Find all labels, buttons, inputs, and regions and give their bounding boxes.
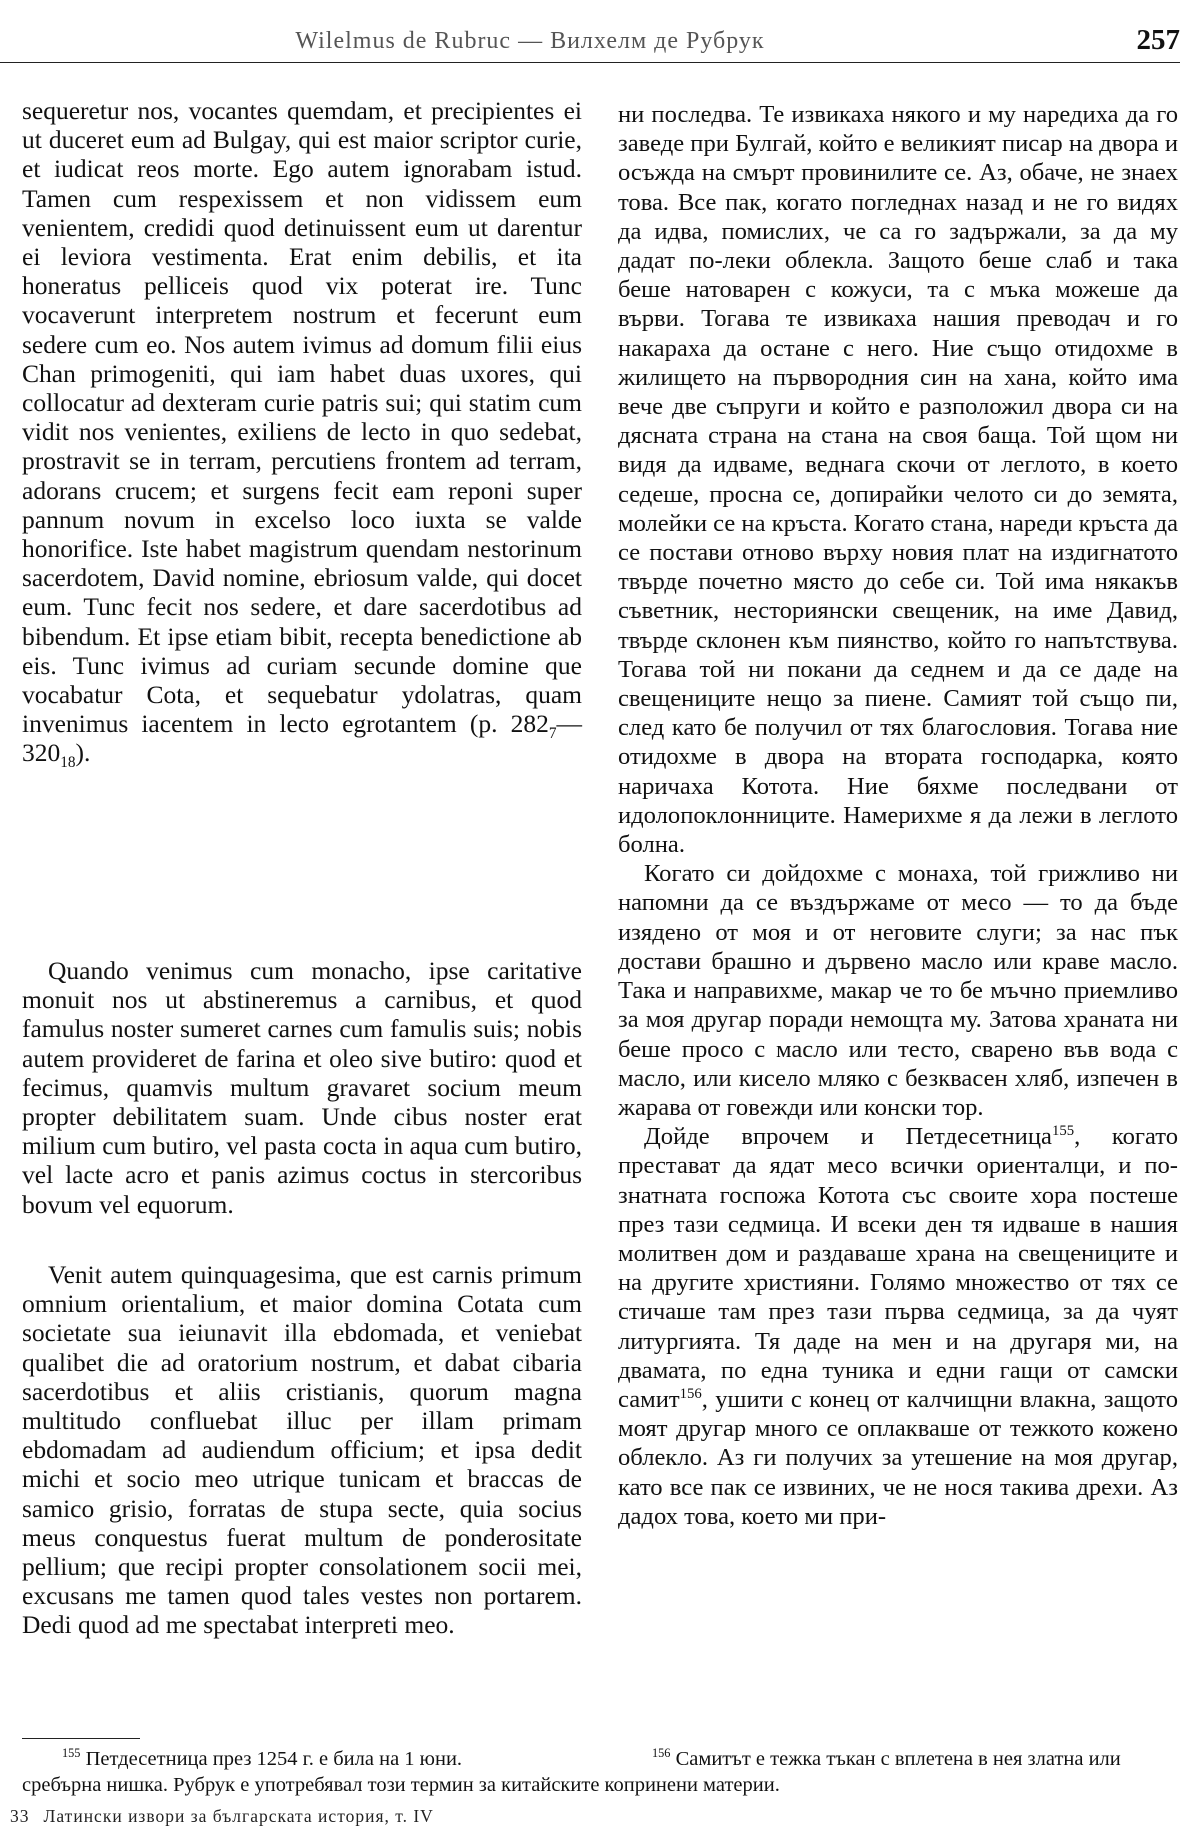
footnote-156-text: Самитът е тежка тъкан с вплетена в нея златна или сребърна нишка. Рубрук е употребявал този термин за китайските копринени материи. — [22, 1748, 1121, 1796]
latin-column-block-1 — [22, 96, 582, 772]
running-title: Wilelmus de Rubruc — Вилхелм де Рубрук — [295, 28, 765, 54]
footnote-divider — [22, 1738, 140, 1739]
latin-ref-end: ). — [75, 738, 91, 768]
printer-signature — [10, 1806, 434, 1827]
footnote-line — [22, 1746, 1172, 1798]
latin-paragraph-1-text: sequeretur nos, vocantes quemdam, et precipientes ei ut duceret eum ad Bulgay, qui est maior scriptor curie, et iudicat reos morte. Ego autem ignorabam istud. Tamen cum respexissem et non vidissem eum venientem, credidi quod detinuissent eum ut darentur ei leviora vestimenta. Erat enim debilis, et ita honeratus pelliceis quod vix poterat ire. Tunc vocaverunt interpretem nostrum et fecerunt eum sedere cum eo. Nos autem ivimus ad domum filii eius Chan primogeniti, qui iam habet duas uxores, qui collocatur ad dexteram curie patris sui; qui statim cum vidit nos venientes, exiliens de lecto in quo sedebat, prostravit se in terram, percutiens frontem ad terram, adorans crucem; et surgens fecit eam reponi super pannum novum in excelso loco iuxta se valde honorifice. Iste habet magistrum quendam nestorinum sacerdotem, David nomine, ebriosum valde, qui docet eum. Tunc fecit nos sedere, et dare sacerdotibus ad bibendum. Et ipse etiam bibit, recepta benedictione ab eis. Tunc ivimus ad curiam secunde domine que vocabatur Cota, et sequebatur ydolatras, quam invenimus iacentem in lecto egrotantem (p. 282 — [22, 96, 582, 739]
latin-column-block-2 — [22, 956, 582, 1219]
bulgarian-paragraph-2: Когато си дойдохме с монаха, той грижливо ни напомни да се въздържаме от месо — то да бъде изядено от моя и от неговите слуги; за нас пък достави брашно и дървено масло или краве масло. Така и направихме, макар че то бе мъчно приемливо за моя другар поради немощта му. Затова храната ни беше просо с масло или тесто, сварено във вода с масло, или кисело мляко с безквасен хляб, изпечен в жарава от говежди или конски тор. — [618, 860, 1178, 1121]
bulgarian-paragraph-3 — [618, 1122, 1178, 1531]
footnote-156-mark: 156 — [652, 1746, 671, 1761]
latin-ref-sub-1: 7 — [548, 725, 557, 743]
latin-ref-mid: —320 — [22, 709, 582, 768]
bulgarian-paragraph-3-mid: , когато престават да ядат месо всички ориенталци, и по-знатната госпожа Котота със своите хора постеше през тази седмица. И всеки ден тя идваше в нашия молитвен дом и раздаваше храна на свещениците и на другите християни. Голямо множество от тях се стичаше там през тази първа седмица, за да чуят литургията. Тя даде на мен и на другаря ми, на двамата, по една туника и едни гащи от самски самит — [618, 1123, 1178, 1413]
latin-ref-sub-2: 18 — [60, 754, 76, 772]
latin-paragraph-2: Quando venimus cum monacho, ipse caritative monuit nos ut abstineremus a carnibus, et quod famulus noster sumeret carnes cum famulis suis; nobis autem provideret de farina et oleo sive butiro: quod et fecimus, quamvis multum gravaret socium meum propter debilitatem suam. Unde cibus noster erat milium cum butiro, vel pasta cocta in aqua cum butiro, vel lacte acro et panis azimus coctus in stercoribus bovum vel equorum. — [22, 956, 582, 1219]
signature-number: 33 — [10, 1806, 30, 1826]
page-number: 257 — [1136, 24, 1180, 56]
footnote-155 — [22, 1746, 652, 1772]
bulgarian-paragraph-3-start: Дойде впрочем и Петдесетница — [644, 1123, 1052, 1151]
latin-paragraph-3: Venit autem quinquagesima, que est carnis primum omnium orientalium, et maior domina Cotata cum societate sua ieiunavit illa ebdomada, et veniebat qualibet die ad oratorium nostrum, et dabat cibaria sacerdotibus et aliis cristianis, quorum magna multitudo confluebat illuc per illam primam ebdomadam ad audiendum officium; et ipsa dedit michi et socio meo utrique tunicam et braccas de samico grisio, forratas de stupa secte, quia socius meus conquestus fuerat multum de ponderositate pellium; que recipi propter consolationem socii mei, excusans me tamen quod tales vestes non portarem. Dedi quod ad me spectabat interpreti meo. — [22, 1260, 582, 1640]
signature-text: Латински извори за българската история, т. IV — [43, 1806, 434, 1826]
latin-paragraph-1 — [22, 96, 582, 772]
bulgarian-paragraph-1: ни последва. Те извикаха някого и му наредиха да го заведе при Булгай, който е великият писар на двора и осъжда на смърт провинилите се. Аз, обаче, не знаех това. Все пак, когато погледнах назад и не го видях да идва, помислих, че са го задържали, за да му дадат по-леки облекла. Защото беше слаб и така беше натоварен с кожуси, та с мъка можеше да върви. Тогава те извикаха нашия преводач и го накараха да остане с него. Ние също отидохме в жилището на първородния син на хана, който има вече две съпруги и който е разположил двора си на дясната страна на стана на своя баща. Той щом ни видя да идваме, веднага скочи от леглото, в което седеше, просна се, допирайки челото си до земята, молейки се на кръста. Когато стана, нареди кръста да се постави отново върху новия плат на издигнатото твърде почетно място до себе си. Той има някакъв съветник, несториянски свещеник, на име Давид, твърде склонен към пиянство, който го напътствува. Тогава той ни покани да седнем и да се даде на свещениците нещо за пиене. Самият той също пи, след като бе получил от тях благословия. Тогава ние отидохме в двора на втората господарка, която наричаха Котота. Ние бяхме последвани от идолопоклонниците. Намерихме я да лежи в леглото болна. — [618, 101, 1178, 859]
bulgarian-column — [618, 100, 1178, 1531]
footnote-ref-156: 156 — [679, 1385, 702, 1402]
running-header — [0, 22, 1180, 63]
footnote-ref-155: 155 — [1051, 1122, 1075, 1139]
bulgarian-paragraph-3-end: , ушити с конец от калчищни влакна, защото моят другар много се оплакваше от тежкото кожено облекло. Аз ги получих за утешение на моя другар, като все пак се извиних, че не нося такива дрехи. Аз дадох това, което ми при- — [618, 1385, 1178, 1530]
latin-column-block-3 — [22, 1260, 582, 1640]
footnotes — [22, 1746, 1172, 1798]
footnote-155-text: Петдесетница през 1254 г. е била на 1 юни. — [85, 1748, 463, 1770]
footnote-155-mark: 155 — [62, 1746, 81, 1761]
